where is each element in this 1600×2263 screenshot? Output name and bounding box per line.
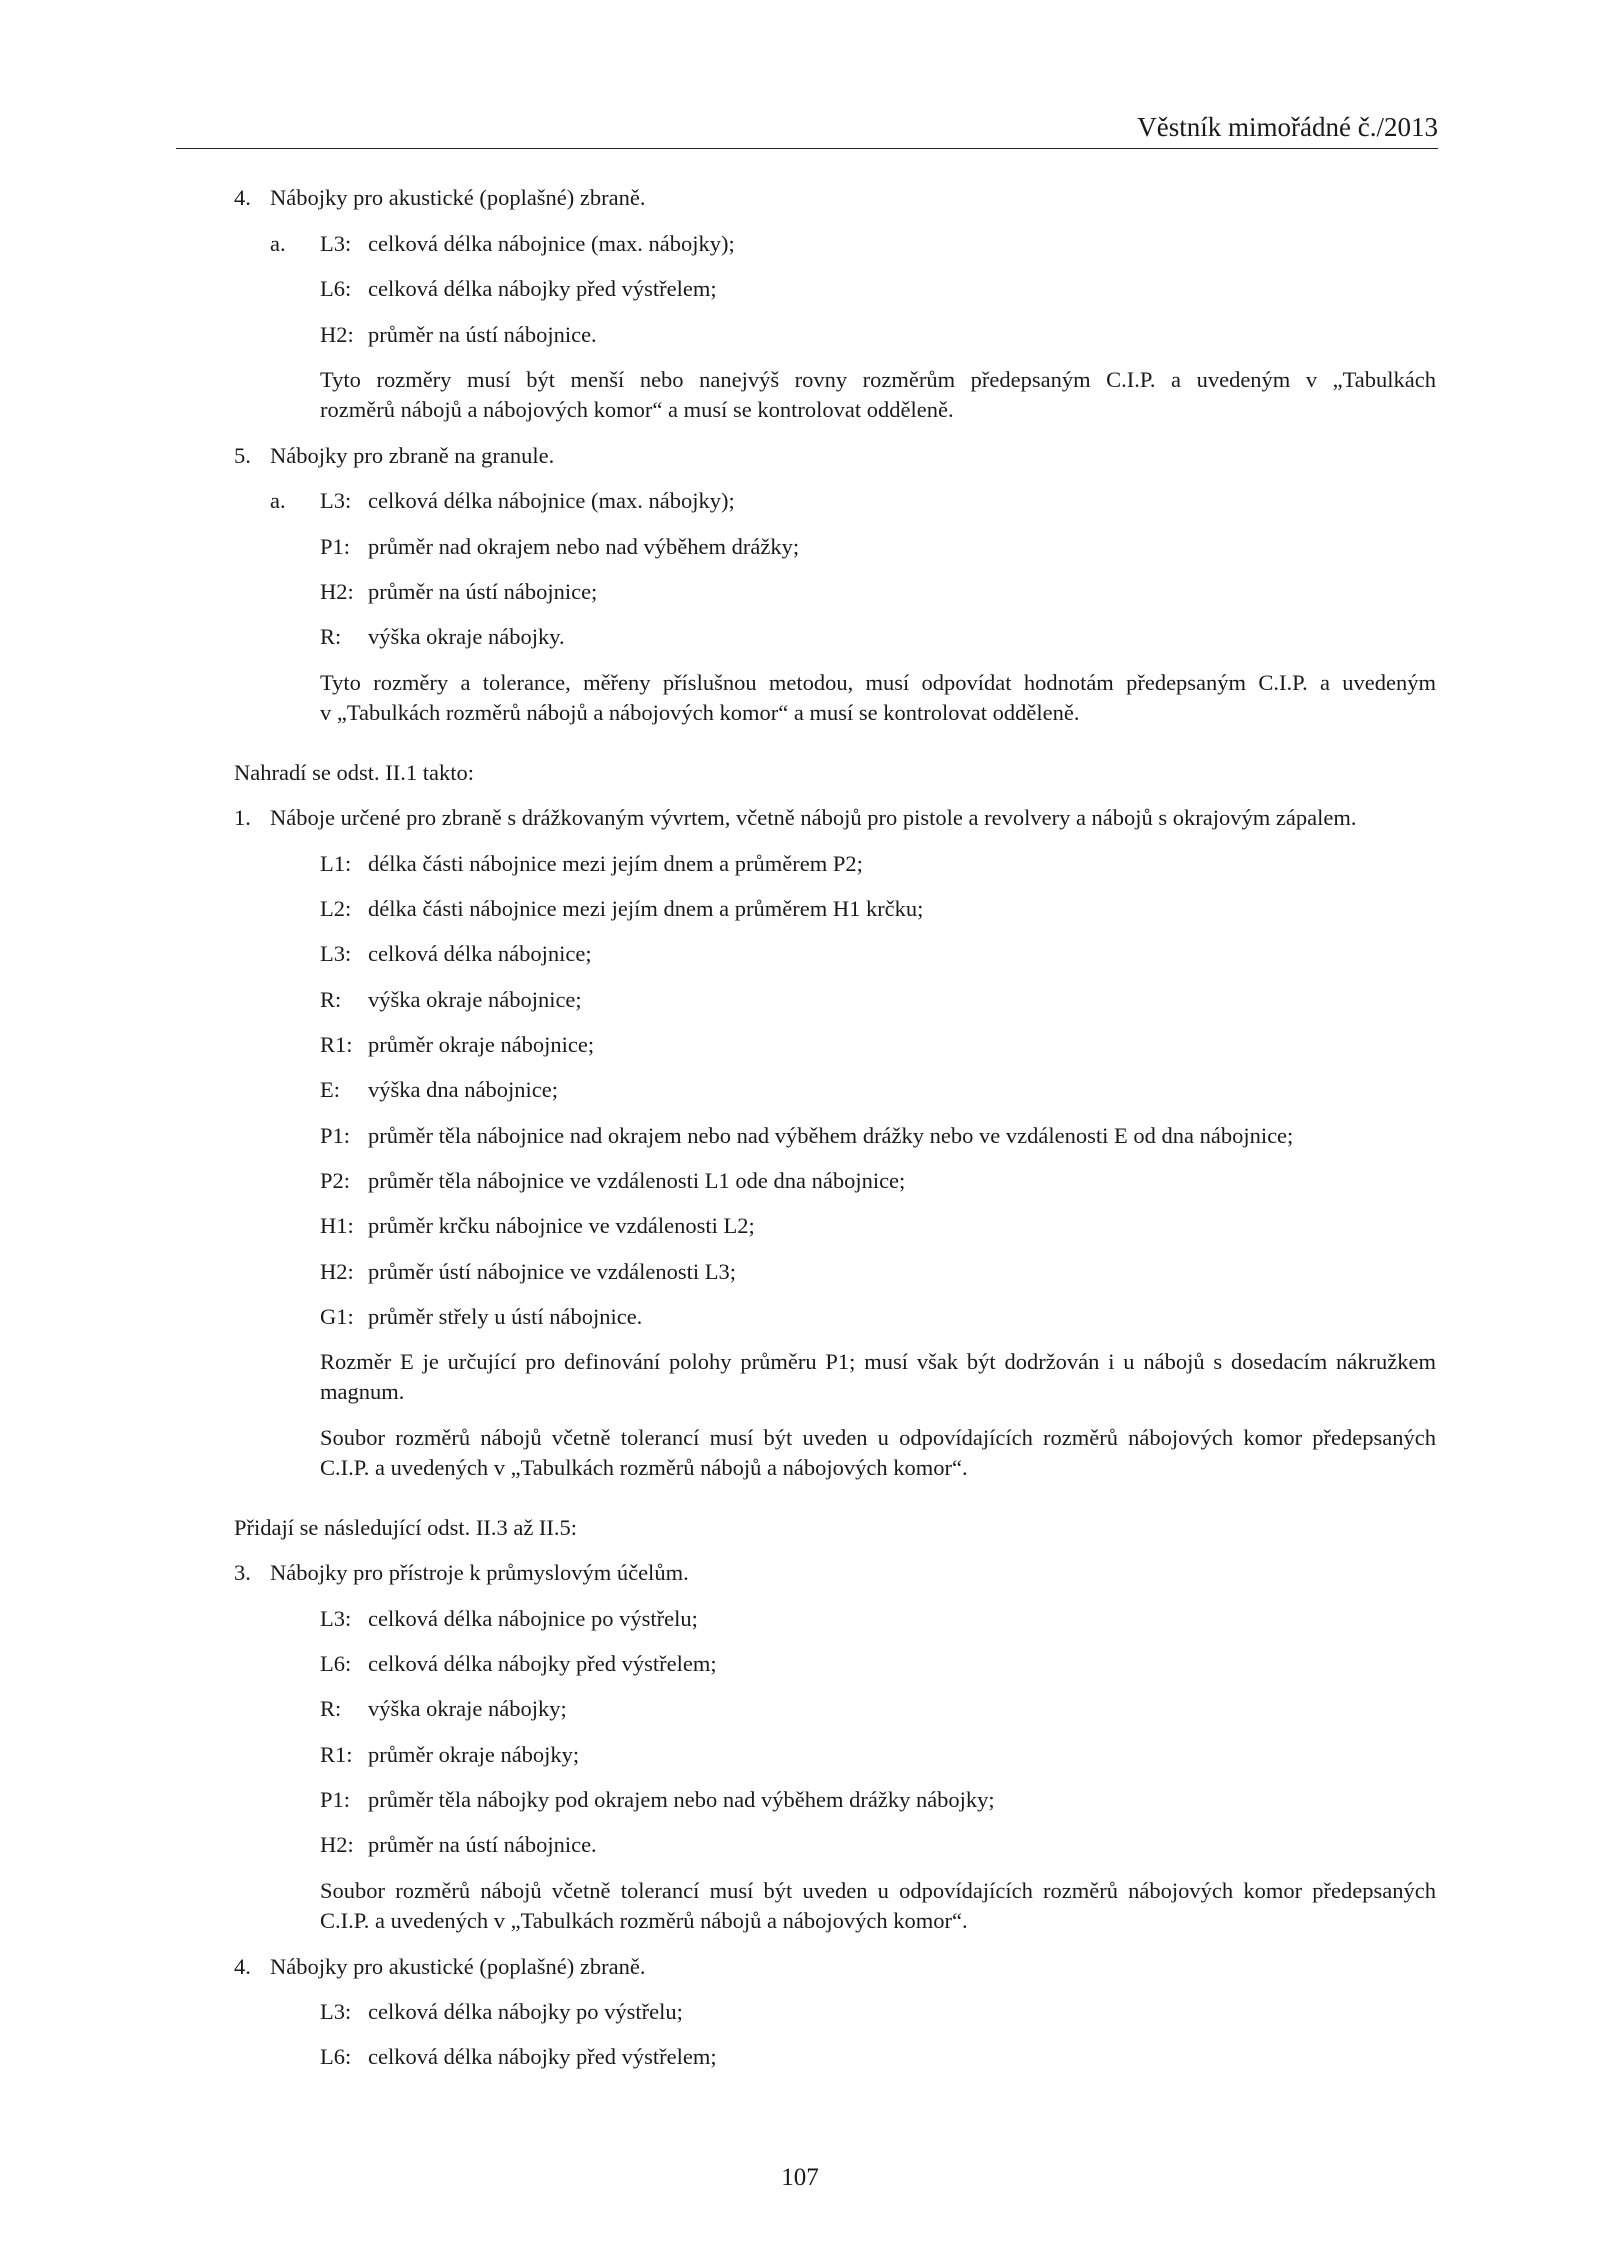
header-title: Věstník mimořádné č./2013 bbox=[1137, 112, 1438, 142]
list-item: P1: průměr těla nábojky pod okrajem nebo nad výběhem drážky nábojky; bbox=[320, 1787, 995, 1812]
list-item: P1: průměr těla nábojnice nad okrajem nebo nad výběhem drážky nebo ve vzdálenosti E od dna nábojnice; bbox=[320, 1123, 1294, 1148]
list-item: H1: průměr krčku nábojnice ve vzdálenosti L2; bbox=[320, 1213, 755, 1238]
list-item: P1: průměr nad okrajem nebo nad výběhem drážky; bbox=[320, 534, 800, 559]
section-number: 5. bbox=[234, 443, 251, 468]
list-item: H2: průměr na ústí nábojnice. bbox=[320, 1832, 597, 1857]
section-title: Nábojky pro zbraně na granule. bbox=[270, 443, 555, 468]
subsection-letter: a. bbox=[270, 231, 286, 256]
paragraph-line: Rozměr E je určující pro definování polohy průměru P1; musí však být dodržován i u nábojů s dosedacím nákružkem bbox=[320, 1349, 1436, 1374]
list-item: L6: celková délka nábojky před výstřelem; bbox=[320, 2044, 717, 2069]
list-item: L3: celková délka nábojky po výstřelu; bbox=[320, 1999, 683, 2024]
paragraph-line: Soubor rozměrů nábojů včetně tolerancí musí být uveden u odpovídajících rozměrů nábojových komor předepsaných bbox=[320, 1425, 1436, 1450]
list-item: L6: celková délka nábojky před výstřelem; bbox=[320, 276, 717, 301]
paragraph-line: magnum. bbox=[320, 1379, 405, 1404]
section-title: Náboje určené pro zbraně s drážkovaným vývrtem, včetně nábojů pro pistole a revolvery a nábojů s okrajovým zápalem. bbox=[270, 805, 1357, 830]
list-item: L3: celková délka nábojnice; bbox=[320, 941, 592, 966]
page-number: 107 bbox=[781, 2164, 819, 2191]
list-item: R: výška okraje nábojnice; bbox=[320, 987, 582, 1012]
paragraph-line: Tyto rozměry musí být menší nebo nanejvýš rovny rozměrům předepsaným C.I.P. a uvedeným v „Tabulkách bbox=[320, 367, 1436, 392]
list-item: L1: délka části nábojnice mezi jejím dnem a průměrem P2; bbox=[320, 851, 863, 876]
subsection-letter: a. bbox=[270, 488, 286, 513]
section-title: Nábojky pro akustické (poplašné) zbraně. bbox=[270, 1954, 646, 1979]
paragraph-line: Tyto rozměry a tolerance, měřeny příslušnou metodou, musí odpovídat hodnotám předepsaným C.I.P. a uvedeným bbox=[320, 670, 1436, 695]
section-number: 4. bbox=[234, 185, 251, 210]
paragraph-line: C.I.P. a uvedených v „Tabulkách rozměrů nábojů a nábojových komor“. bbox=[320, 1455, 968, 1480]
list-item: R1: průměr okraje nábojky; bbox=[320, 1742, 580, 1767]
list-item: R: výška okraje nábojky; bbox=[320, 1696, 567, 1721]
section-number: 1. bbox=[234, 805, 251, 830]
list-item: L3: celková délka nábojnice po výstřelu; bbox=[320, 1606, 698, 1631]
list-item: H2: průměr na ústí nábojnice; bbox=[320, 579, 598, 604]
page-header bbox=[176, 108, 1438, 149]
list-item: L6: celková délka nábojky před výstřelem; bbox=[320, 1651, 717, 1676]
list-item: P2: průměr těla nábojnice ve vzdálenosti L1 ode dna nábojnice; bbox=[320, 1168, 906, 1193]
list-item: R1: průměr okraje nábojnice; bbox=[320, 1032, 595, 1057]
section-number: 4. bbox=[234, 1954, 251, 1979]
list-item: R: výška okraje nábojky. bbox=[320, 624, 565, 649]
section-title: Nábojky pro akustické (poplašné) zbraně. bbox=[270, 185, 646, 210]
instruction-heading: Nahradí se odst. II.1 takto: bbox=[234, 760, 474, 785]
paragraph-line: v „Tabulkách rozměrů nábojů a nábojových komor“ a musí se kontrolovat odděleně. bbox=[320, 700, 1080, 725]
list-item: L3: celková délka nábojnice (max. nábojky); bbox=[320, 231, 735, 256]
paragraph-line: C.I.P. a uvedených v „Tabulkách rozměrů nábojů a nábojových komor“. bbox=[320, 1908, 968, 1933]
list-item: E: výška dna nábojnice; bbox=[320, 1077, 558, 1102]
list-item: L2: délka části nábojnice mezi jejím dnem a průměrem H1 krčku; bbox=[320, 896, 924, 921]
list-item: L3: celková délka nábojnice (max. nábojky); bbox=[320, 488, 735, 513]
section-number: 3. bbox=[234, 1560, 251, 1585]
list-item: G1: průměr střely u ústí nábojnice. bbox=[320, 1304, 643, 1329]
paragraph-line: rozměrů nábojů a nábojových komor“ a musí se kontrolovat odděleně. bbox=[320, 397, 954, 422]
instruction-heading: Přidají se následující odst. II.3 až II.5: bbox=[234, 1515, 578, 1540]
paragraph-line: Soubor rozměrů nábojů včetně tolerancí musí být uveden u odpovídajících rozměrů nábojových komor předepsaných bbox=[320, 1878, 1436, 1903]
list-item: H2: průměr na ústí nábojnice. bbox=[320, 322, 597, 347]
section-title: Nábojky pro přístroje k průmyslovým účelům. bbox=[270, 1560, 689, 1585]
list-item: H2: průměr ústí nábojnice ve vzdálenosti L3; bbox=[320, 1259, 737, 1284]
